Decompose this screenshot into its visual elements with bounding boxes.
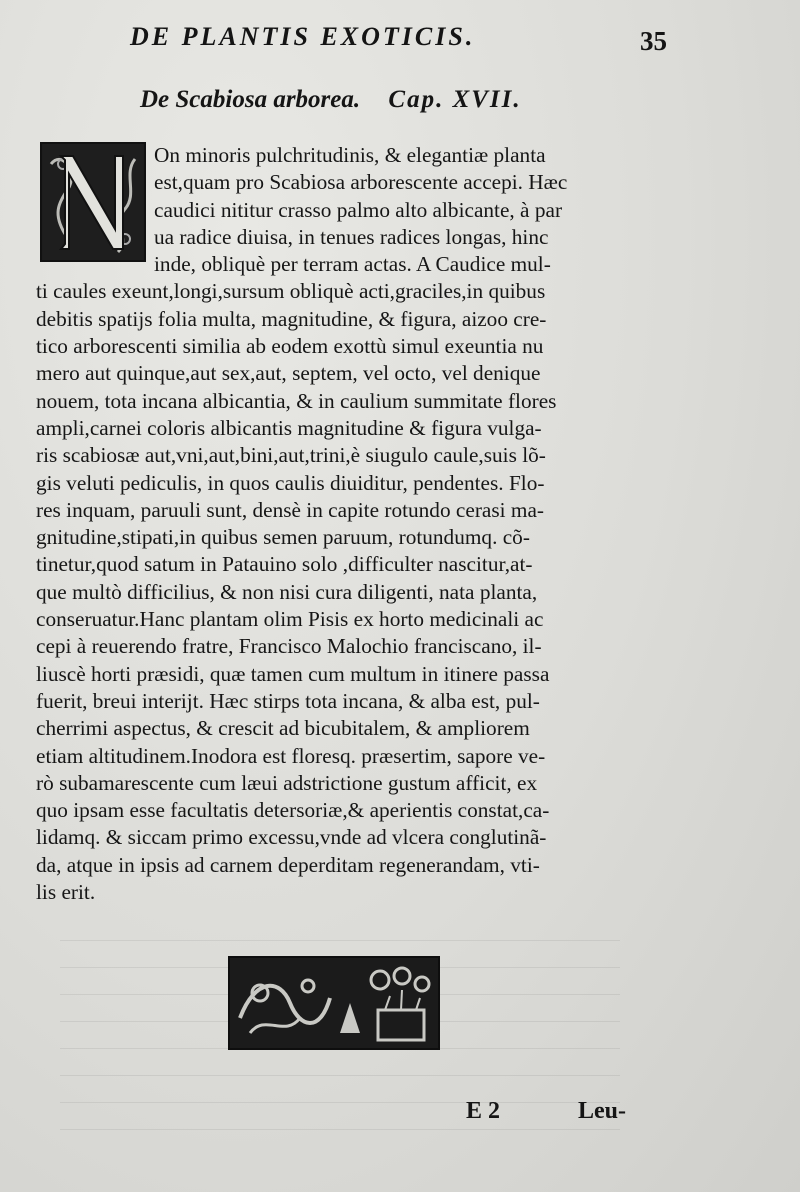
text-line: conseruatur.Hanc plantam olim Pisis ex horto medicinali ac [36,607,544,632]
text-line: cepi à reuerendo fratre, Francisco Malochio franciscano, il- [36,634,542,659]
text-line: que multò difficilius, & non nisi cura diligenti, nata planta, [36,579,538,604]
page-number: 35 [640,26,667,56]
catchword: Leu- [578,1098,626,1124]
text-line: ti caules exeunt,longi,sursum obliquè acti,graciles,in quibus [36,279,546,304]
text-line: etiam altitudinem.Inodora est floresq. præsertim, sapore ve- [36,743,546,768]
text-line: caudici nititur crasso palmo alto albicante, à par [154,197,563,222]
text-line: tico arborescenti similia ab eodem exottù simul exeuntia nu [36,334,544,359]
text-line: quo ipsam esse facultatis detersoriæ,& aperientis constat,ca- [36,798,550,823]
text-line: mero aut quinque,aut sex,aut, septem, vel octo, vel denique [36,361,541,386]
text-line: nouem, tota incana albicantia, & in caulium summitate flores [36,388,557,413]
text-line: res inquam, paruuli sunt, densè in capite rotundo cerasi ma- [36,497,545,522]
text-line: debitis spatijs folia multa, magnitudine, & figura, aizoo cre- [36,306,547,331]
text-line: liuscè horti præsidi, quæ tamen cum multum in itinere passa [36,661,550,686]
text-line: cherrimi aspectus, & crescit ad bicubitalem, & ampliorem [36,716,530,741]
running-title: DE PLANTIS EXOTICIS. [130,22,476,51]
text-line: ua radice diuisa, in tenues radices longas, hinc [154,224,549,249]
text-line: inde, obliquè per terram actas. A Caudice mul- [154,252,551,277]
text-line: On minoris pulchritudinis, & elegantiæ planta [154,143,546,167]
text-line: est,quam pro Scabiosa arborescente accepi. Hæc [154,170,568,195]
chapter-number: Cap. XVII. [388,86,522,113]
floral-ornament-icon [228,956,440,1050]
text-line: fuerit, breui interijt. Hæc stirps tota incana, & alba est, pul- [36,688,540,713]
text-line: da, atque in ipsis ad carnem deperditam regenerandam, vti- [36,852,540,877]
body-text [36,142,676,906]
text-line: lidamq. & siccam primo excessu,vnde ad vlcera conglutinã- [36,825,547,850]
text-line: lis erit. [36,880,96,905]
text-line: ampli,carnei coloris albicantis magnitudine & figura vulga- [36,415,542,440]
text-line: ris scabiosæ aut,vni,aut,bini,aut,trini,è siugulo caule,suis lõ- [36,443,546,468]
text-line: rò subamarescente cum læui adstrictione gustum afficit, ex [36,770,538,795]
chapter-heading [140,86,600,114]
text-line: gnitudine,stipati,in quibus semen paruum, rotundumq. cõ- [36,525,530,550]
chapter-title: De Scabiosa arborea. [140,86,361,113]
signature-mark: E 2 [466,1098,501,1124]
text-line: gis veluti pediculis, in quos caulis diuiditur, pendentes. Flo- [36,470,545,495]
text-line: tinetur,quod satum in Patauino solo ,difficulter nascitur,at- [36,552,533,577]
